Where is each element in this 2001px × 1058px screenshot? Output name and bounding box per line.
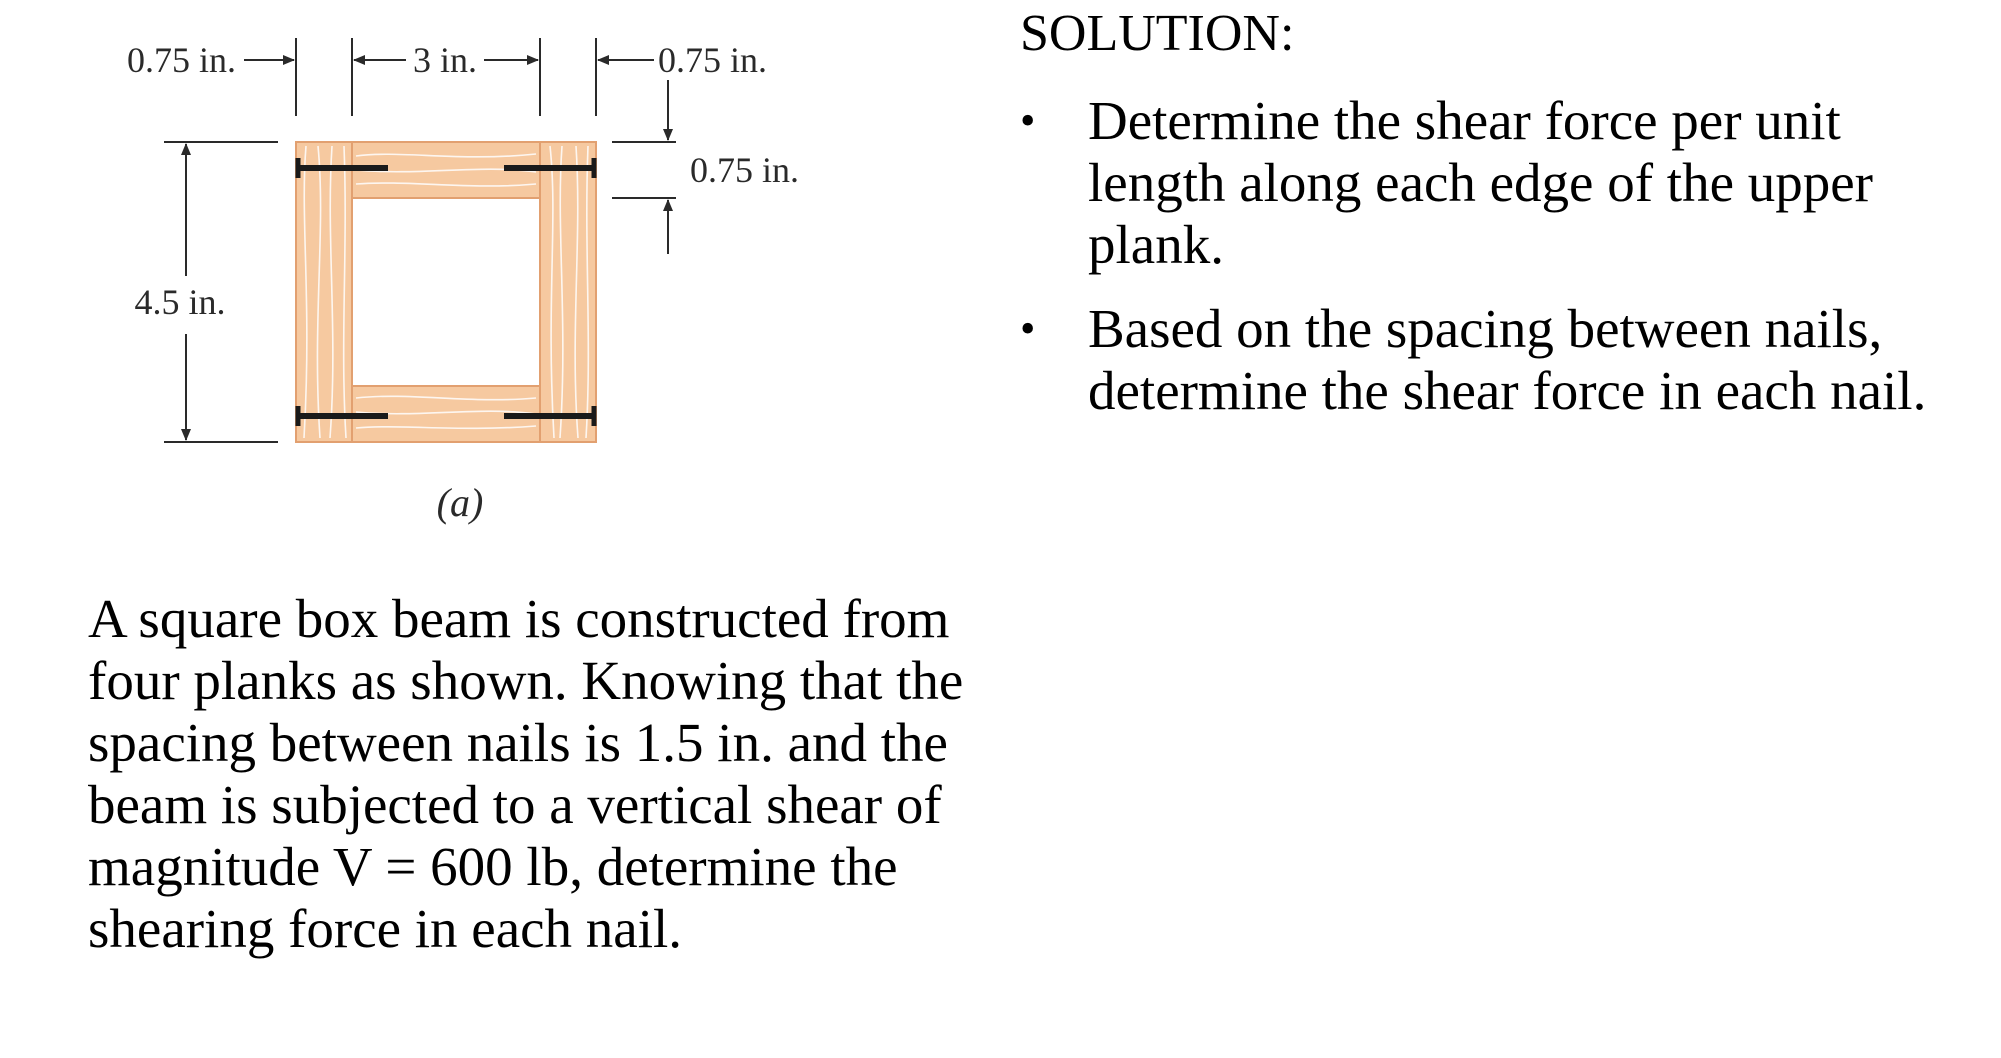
label-right-plank-width: 0.75 in. [658, 40, 768, 80]
box-beam-diagram [0, 0, 1000, 560]
dimension-lines [164, 38, 676, 442]
solution-title: SOLUTION: [1020, 5, 1295, 62]
beam-cross-section [296, 142, 596, 442]
solution-step-text: Based on the spacing between nails, determine the shear force in each nail. [1088, 298, 1927, 421]
label-overall-height: 4.5 in. [134, 282, 226, 322]
solution-step-text: Determine the shear force per unit length along each edge of the upper plank. [1088, 90, 1873, 275]
figure-caption: (a) [436, 480, 484, 525]
solution-step [1020, 90, 1980, 276]
bullet-icon: • [1020, 304, 1036, 353]
label-top-plank-thickness: 0.75 in. [690, 150, 800, 190]
label-inner-width: 3 in. [412, 40, 478, 80]
solution-step [1020, 298, 1980, 422]
label-left-plank-width: 0.75 in. [126, 40, 236, 80]
solution-steps [1020, 90, 1980, 422]
bullet-icon: • [1020, 96, 1036, 145]
solution-section [1020, 4, 1980, 444]
problem-statement: A square box beam is constructed from four planks as shown. Knowing that the spacing between nails is 1.5 in. and the beam is subjected to a vertical shear of magnitude V = 600 lb, determine the shearing force in each nail. [88, 588, 964, 959]
